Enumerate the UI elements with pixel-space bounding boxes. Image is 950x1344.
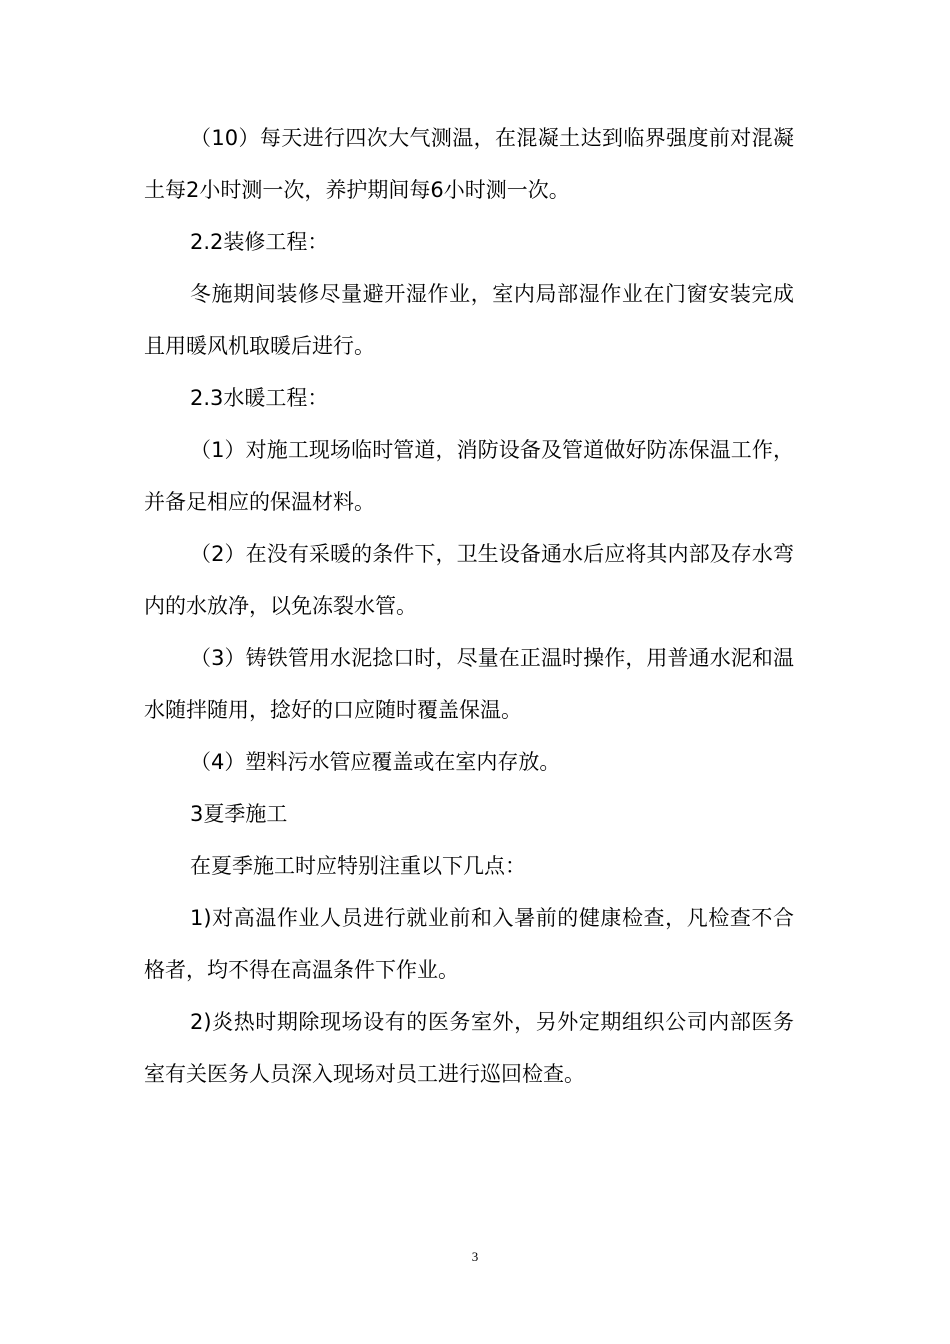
paragraph-plumbing-item-2: （2）在没有采暖的条件下，卫生设备通水后应将其内部及存水弯内的水放净，以免冻裂水管。 <box>144 542 794 618</box>
document-body <box>144 112 794 1100</box>
paragraph-decoration-winter: 冬施期间装修尽量避开湿作业，室内局部湿作业在门窗安装完成且用暖风机取暖后进行。 <box>144 282 794 358</box>
paragraph-summer-intro: 在夏季施工时应特别注重以下几点： <box>190 854 526 878</box>
paragraph-plumbing-item-3: （3）铸铁管用水泥捻口时，尽量在正温时操作，用普通水泥和温水随拌随用，捻好的口应随时覆盖保温。 <box>144 646 794 722</box>
heading-summer-construction: 3夏季施工 <box>190 802 288 826</box>
heading-decoration-works: 2.2装修工程： <box>190 230 329 254</box>
paragraph-temperature-measurement: （10）每天进行四次大气测温，在混凝土达到临界强度前对混凝土每2小时测一次，养护期间每6小时测一次。 <box>144 126 794 202</box>
paragraph-plumbing-item-4: （4）塑料污水管应覆盖或在室内存放。 <box>190 750 561 774</box>
page-number: 3 <box>471 1249 479 1264</box>
paragraph-summer-item-1: 1)对高温作业人员进行就业前和入暑前的健康检查，凡检查不合格者，均不得在高温条件下作业。 <box>144 906 794 982</box>
heading-plumbing-heating-works: 2.3水暖工程： <box>190 386 329 410</box>
paragraph-summer-item-2: 2)炎热时期除现场设有的医务室外，另外定期组织公司内部医务室有关医务人员深入现场对员工进行巡回检查。 <box>144 1010 794 1086</box>
paragraph-plumbing-item-1: （1）对施工现场临时管道，消防设备及管道做好防冻保温工作，并备足相应的保温材料。 <box>144 438 794 514</box>
